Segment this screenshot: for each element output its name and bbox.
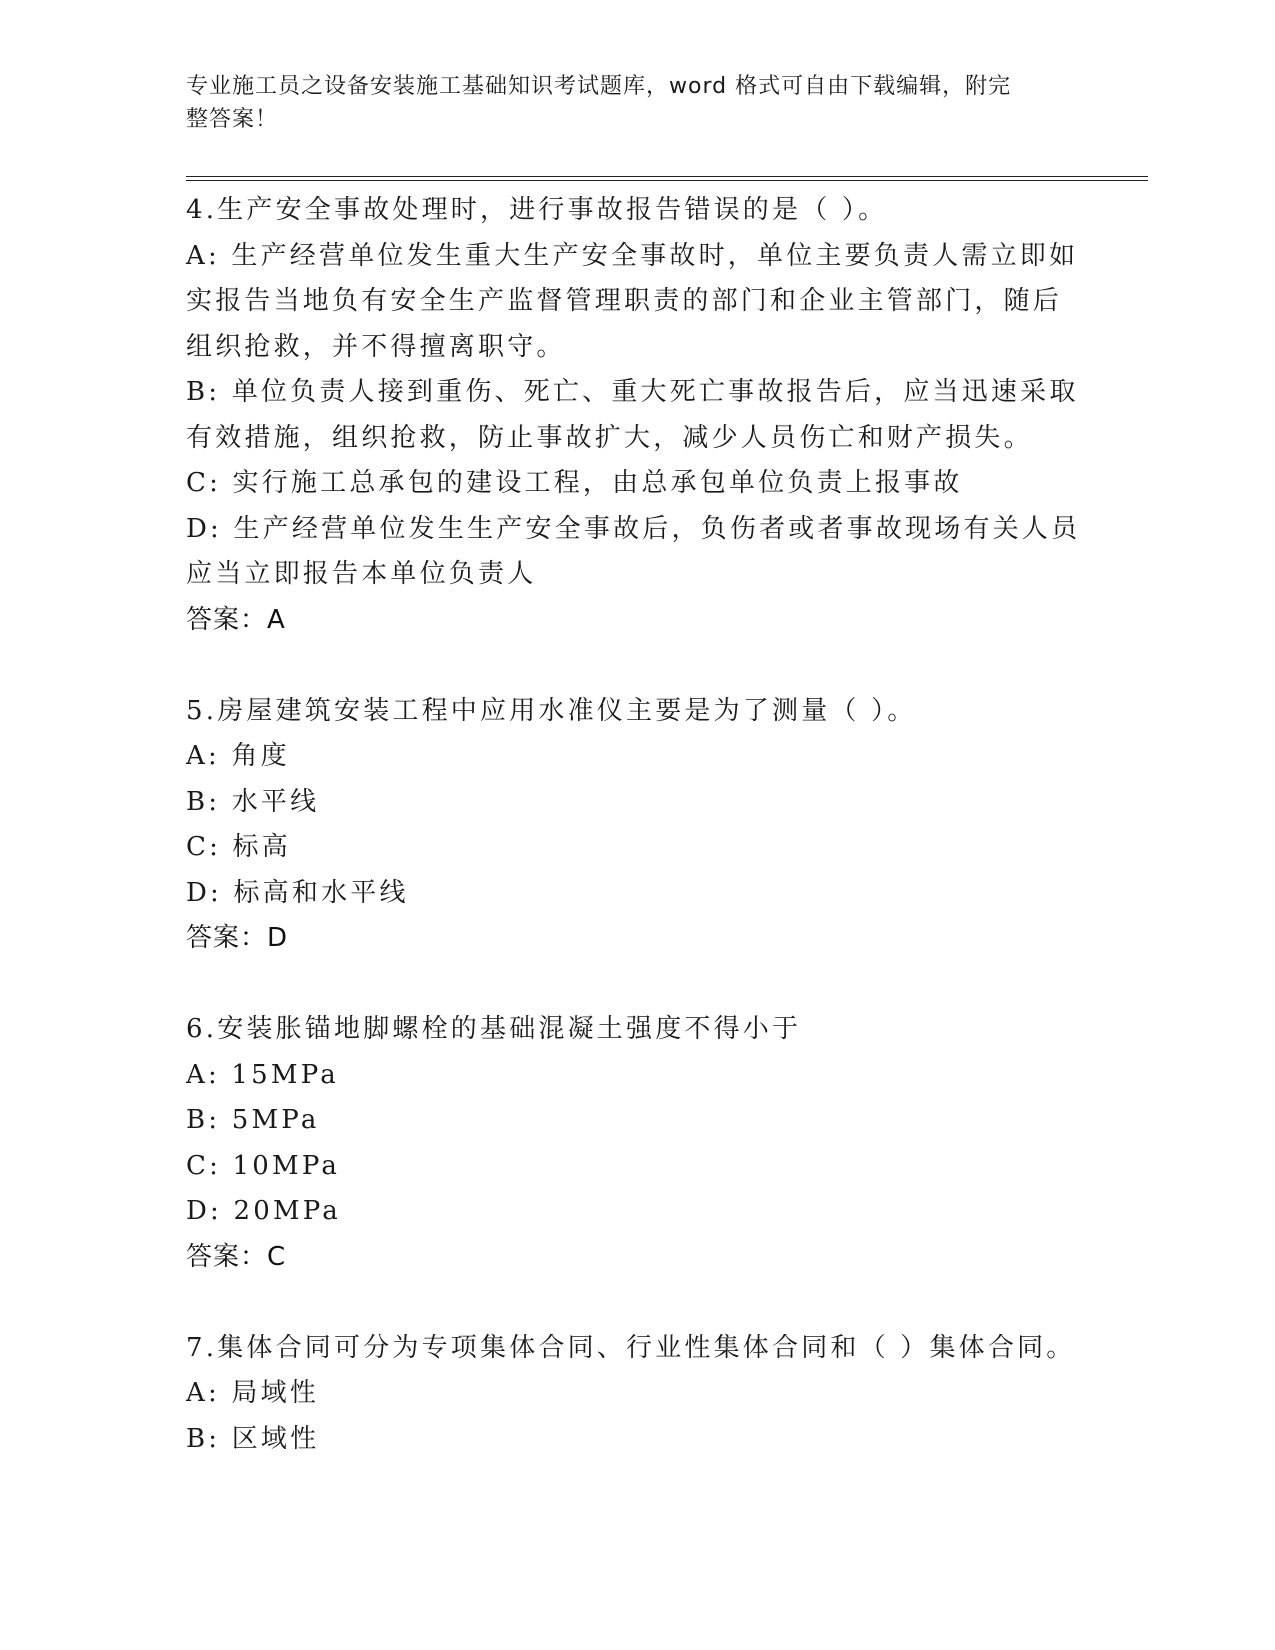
document-header [186, 70, 1066, 136]
question-stem: 6.安装胀锚地脚螺栓的基础混凝土强度不得小于 [186, 1014, 802, 1044]
header-divider [186, 176, 1148, 181]
question-stem: 7.集体合同可分为专项集体合同、行业性集体合同和（ ）集体合同。 [186, 1332, 1076, 1363]
option-line: C: 实行施工总承包的建设工程，由总承包单位负责上报事故 [186, 468, 963, 498]
option-line: 应当立即报告本单位负责人 [186, 559, 537, 589]
question-block [186, 1007, 1086, 1280]
question-list [186, 188, 1086, 1462]
answer-line: 答案：A [186, 604, 286, 635]
option-line: 实报告当地负有安全生产监督管理职责的部门和企业主管部门，随后 [186, 286, 1063, 316]
option-line: A: 局域性 [186, 1378, 320, 1408]
answer-line: 答案：D [186, 923, 289, 953]
option-line: A: 角度 [186, 741, 290, 771]
question-spacer [186, 1280, 1086, 1326]
option-line: D: 标高和水平线 [186, 877, 409, 908]
option-line: D: 生产经营单位发生生产安全事故后，负伤者或者事故现场有关人员 [186, 513, 1081, 544]
option-line: A: 15MPa [186, 1059, 339, 1090]
question-block [186, 188, 1086, 643]
option-line: 组织抢救，并不得擅离职守。 [186, 331, 566, 362]
header-line-2: 整答案！ [186, 107, 279, 132]
question-block [186, 1326, 1086, 1463]
question-stem: 5.房屋建筑安装工程中应用水准仪主要是为了测量（ ）。 [186, 695, 917, 726]
option-line: A: 生产经营单位发生重大生产安全事故时，单位主要负责人需立即如 [186, 240, 1079, 271]
question-block [186, 689, 1086, 962]
option-line: D: 20MPa [186, 1196, 342, 1226]
option-line: B: 区域性 [186, 1423, 320, 1454]
option-line: B: 水平线 [186, 786, 320, 817]
question-stem: 4.生产安全事故处理时，进行事故报告错误的是（ ）。 [186, 195, 888, 225]
question-spacer [186, 962, 1086, 1008]
question-spacer [186, 643, 1086, 689]
header-line-1: 专业施工员之设备安装施工基础知识考试题库，word 格式可自由下载编辑，附完 [186, 74, 1012, 99]
option-line: B: 5MPa [186, 1105, 320, 1135]
option-line: C: 10MPa [186, 1150, 341, 1181]
option-line: C: 标高 [186, 832, 291, 862]
answer-line: 答案：C [186, 1241, 287, 1272]
option-line: B: 单位负责人接到重伤、死亡、重大死亡事故报告后，应当迅速采取 [186, 377, 1079, 407]
option-line: 有效措施，组织抢救，防止事故扩大，减少人员伤亡和财产损失。 [186, 422, 1033, 453]
